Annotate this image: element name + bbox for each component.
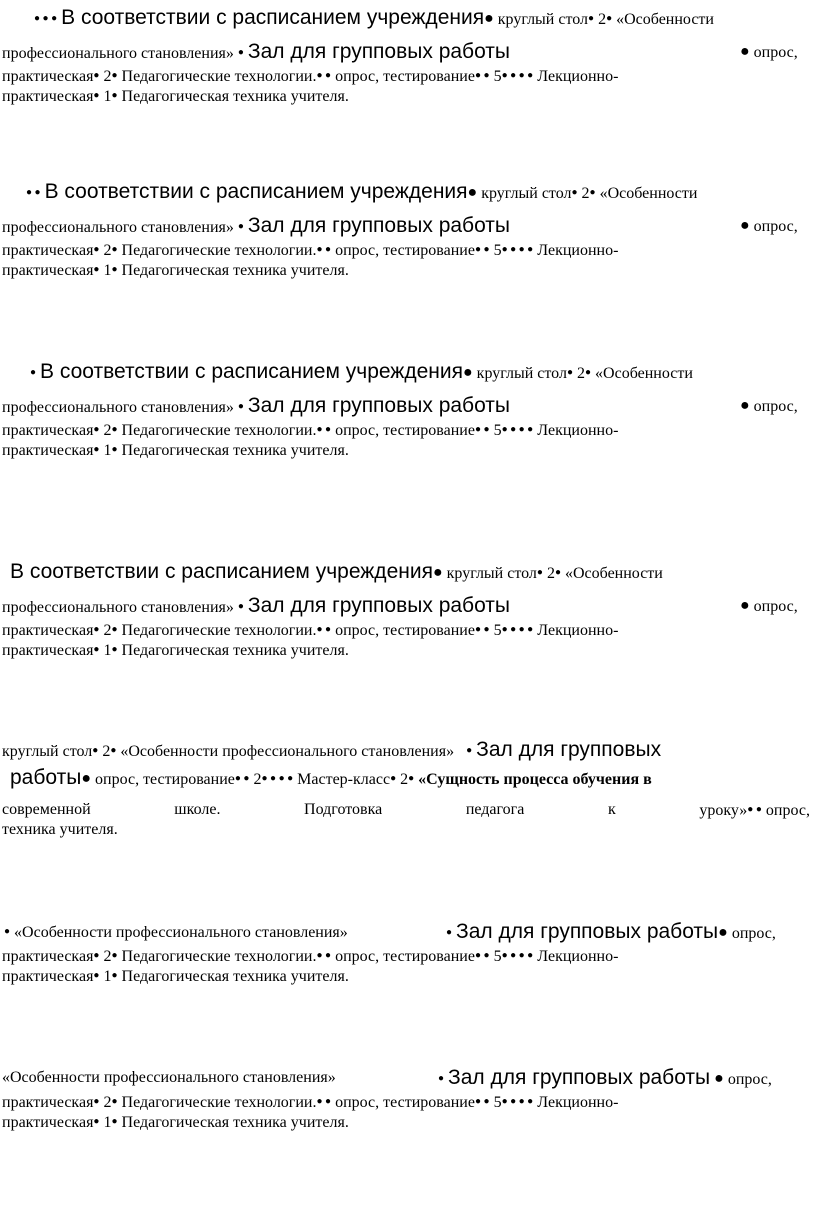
- topic-word: к: [607, 801, 616, 818]
- bullets: ● ●: [26, 187, 41, 198]
- control-text: опрос, тестирование: [335, 242, 475, 259]
- hours-text: 5: [493, 948, 502, 965]
- hours-text: 2: [253, 771, 262, 788]
- bullet: ●: [740, 217, 750, 234]
- section-2-line-3: [2, 240, 618, 261]
- section-2-line-2: [2, 216, 814, 238]
- bullets: ● ● ● ●: [501, 624, 534, 635]
- section-3-line-4: [2, 440, 349, 461]
- room-text: Зал для групповых: [476, 738, 662, 761]
- section-2-line-1: [26, 182, 697, 204]
- bullet: ●: [589, 187, 596, 198]
- type-text: практическая: [2, 422, 94, 439]
- type-text: практическая: [2, 442, 94, 459]
- section-5-line-2: [10, 768, 652, 790]
- hours-text: 1: [103, 968, 112, 985]
- section-3-line-2: [2, 396, 814, 418]
- bullet: ●: [584, 367, 592, 378]
- section-7-line-1: [2, 1068, 814, 1088]
- type-text: Лекционно-: [537, 1094, 619, 1111]
- bullets: ● ●: [316, 624, 332, 635]
- control-text: опрос, тестирование: [335, 622, 475, 639]
- bullets: ● ●: [474, 424, 490, 435]
- heading-text: В соответствии с расписанием учреждения: [61, 6, 485, 29]
- bullet: ●: [93, 1096, 100, 1107]
- section-7-line-3: [2, 1112, 349, 1133]
- bullet: ●: [111, 950, 118, 961]
- section-3-line-1: [30, 362, 693, 384]
- bullets: ● ●: [316, 70, 332, 81]
- hours-text: 1: [103, 642, 112, 659]
- bullets: ● ● ● ●: [501, 70, 534, 81]
- hours-text: 5: [493, 68, 502, 85]
- type-text: практическая: [2, 948, 94, 965]
- bullet: ●: [111, 970, 118, 981]
- room-text: Зал для групповых работы: [247, 214, 511, 237]
- topic-text: «Особенности профессионального становления»: [14, 924, 348, 941]
- topic-text: техника учителя.: [2, 821, 118, 838]
- bullets: ● ●: [474, 950, 490, 961]
- topic-text: Педагогическая техника учителя.: [121, 442, 349, 459]
- topic-text: «Особенности: [616, 11, 714, 28]
- control-text: опрос,: [765, 802, 810, 819]
- control-text: опрос, тестирование: [335, 948, 475, 965]
- section-1-line-3: [2, 66, 618, 87]
- bullets: ● ●: [316, 950, 332, 961]
- section-5-line-4: [2, 820, 118, 840]
- format-text: круглый стол: [446, 565, 537, 582]
- bullet: ●: [740, 397, 750, 414]
- heading-text: В соответствии с расписанием учреждения: [44, 180, 468, 203]
- bullet: ●: [93, 644, 100, 655]
- bullet: ●: [484, 10, 494, 27]
- topic-text: «Особенности профессионального становления»: [120, 743, 455, 760]
- topic-text: Педагогическая техника учителя.: [121, 968, 349, 985]
- bullet: ●: [93, 444, 100, 455]
- topic-word-group: [699, 800, 810, 821]
- hours-text: 2: [400, 771, 409, 788]
- topic-text: профессионального становления»: [2, 399, 234, 416]
- bullet: ●: [438, 1073, 445, 1084]
- bullets: ● ● ● ●: [501, 1096, 534, 1107]
- topic-text: Педагогические технологии.: [121, 1094, 317, 1111]
- bullet: ●: [111, 70, 118, 81]
- topic-text: Педагогические технологии.: [121, 242, 317, 259]
- control-text: опрос,: [753, 44, 798, 61]
- section-1-line-4: [2, 86, 349, 107]
- control-text: опрос,: [731, 925, 776, 942]
- section-3-line-3: [2, 420, 618, 441]
- topic-text: профессионального становления»: [2, 45, 234, 62]
- control-text: опрос, тестирование: [335, 1094, 475, 1111]
- bullet: ●: [740, 597, 750, 614]
- bullets: ● ●: [316, 1096, 332, 1107]
- format-text: круглый стол: [476, 365, 567, 382]
- topic-text: Педагогическая техника учителя.: [121, 642, 349, 659]
- hours-text: 2: [102, 743, 111, 760]
- control-group: [740, 396, 798, 417]
- hours-text: 5: [493, 1094, 502, 1111]
- topic-word: педагога: [465, 801, 525, 818]
- topic-text: Педагогическая техника учителя.: [121, 262, 349, 279]
- bullets: ● ●: [316, 424, 332, 435]
- bullet: ●: [408, 773, 415, 784]
- bullet: ●: [110, 745, 117, 756]
- type-text: Лекционно-: [537, 242, 619, 259]
- type-text: Лекционно-: [537, 68, 619, 85]
- bullet: ●: [81, 770, 91, 787]
- bullet: ●: [390, 773, 397, 784]
- bullet: ●: [92, 745, 99, 756]
- control-group: [740, 216, 798, 237]
- topic-word: Подготовка: [304, 801, 383, 818]
- topic-text: «Особенности профессионального становления»: [2, 1069, 336, 1086]
- section-4-line-2: [2, 596, 814, 618]
- topic-text: «Сущность процесса обучения в: [418, 771, 652, 788]
- bullet: ●: [237, 601, 244, 612]
- topic-text: Педагогическая техника учителя.: [121, 1114, 349, 1131]
- bullet: ●: [111, 644, 118, 655]
- bullet: ●: [93, 424, 100, 435]
- room-text: работы: [10, 766, 82, 789]
- bullet: ●: [571, 187, 578, 198]
- type-text: практическая: [2, 1114, 94, 1131]
- bullet: ●: [536, 567, 543, 578]
- hours-text: 5: [493, 422, 502, 439]
- bullet: ●: [566, 367, 573, 378]
- bullet: ●: [237, 47, 244, 58]
- bullet: ●: [446, 927, 453, 938]
- hours-text: 5: [493, 242, 502, 259]
- hours-text: 2: [581, 185, 590, 202]
- room-text: Зал для групповых работы: [456, 920, 719, 943]
- bullets: ● ● ● ●: [501, 424, 534, 435]
- hours-text: 2: [103, 242, 112, 259]
- bullets: ● ●: [234, 773, 250, 784]
- section-1-line-1: [34, 8, 714, 30]
- bullet: ●: [111, 1096, 118, 1107]
- control-text: опрос,: [753, 598, 798, 615]
- type-text: Лекционно-: [537, 948, 619, 965]
- bullet: ●: [93, 264, 100, 275]
- type-text: практическая: [2, 642, 94, 659]
- control-text: опрос,: [753, 218, 798, 235]
- type-text: Лекционно-: [537, 622, 619, 639]
- bullet: ●: [111, 244, 118, 255]
- bullet: ●: [606, 13, 613, 24]
- type-text: практическая: [2, 262, 94, 279]
- bullets: ● ● ●: [34, 13, 58, 24]
- hours-text: 1: [103, 1114, 112, 1131]
- bullet: ●: [111, 424, 118, 435]
- hours-text: 1: [103, 262, 112, 279]
- bullet: ●: [111, 264, 118, 275]
- topic-word: школе.: [174, 801, 221, 818]
- control-text: опрос,: [753, 398, 798, 415]
- bullet: ●: [237, 221, 244, 232]
- bullet: ●: [467, 184, 478, 201]
- topic-text: профессионального становления»: [2, 599, 234, 616]
- bullets: ● ● ● ●: [501, 244, 534, 255]
- room-group: [446, 922, 776, 944]
- bullet: ●: [718, 924, 728, 941]
- bullet: ●: [111, 90, 118, 101]
- section-6-line-3: [2, 966, 349, 987]
- hours-text: 2: [546, 565, 555, 582]
- bullet: ●: [463, 364, 473, 381]
- topic-text: «Особенности: [595, 365, 693, 382]
- bullets: ● ●: [474, 624, 490, 635]
- bullet: ●: [93, 244, 100, 255]
- topic-text: «Особенности: [564, 565, 663, 582]
- room-text: Зал для групповых работы: [247, 594, 511, 617]
- bullets: ● ● ● ●: [261, 773, 294, 784]
- section-4-line-3: [2, 620, 618, 641]
- bullet: ●: [93, 70, 100, 81]
- type-text: практическая: [2, 68, 94, 85]
- bullets: ● ●: [474, 244, 490, 255]
- bullet: ●: [432, 564, 443, 581]
- section-6-line-2: [2, 946, 618, 967]
- topic-text: «Особенности: [599, 185, 698, 202]
- format-text: круглый стол: [481, 185, 572, 202]
- hours-text: 2: [103, 68, 112, 85]
- type-text: практическая: [2, 622, 94, 639]
- bullets: ● ●: [474, 1096, 490, 1107]
- section-5-line-1: [2, 740, 661, 762]
- section-2-line-4: [2, 260, 349, 281]
- topic-text: Педагогическая техника учителя.: [121, 88, 349, 105]
- topic-text: Педагогические технологии.: [121, 948, 317, 965]
- section-7-line-2: [2, 1092, 618, 1113]
- bullet: ●: [714, 1070, 724, 1087]
- bullet: ●: [111, 444, 118, 455]
- room-text: Зал для групповых работы: [247, 394, 511, 417]
- type-text: Лекционно-: [537, 422, 619, 439]
- heading-text: В соответствии с расписанием учреждения: [10, 560, 433, 583]
- bullet: ●: [93, 1116, 100, 1127]
- type-text: практическая: [2, 968, 94, 985]
- bullet: ●: [93, 970, 100, 981]
- section-4-line-4: [2, 640, 349, 661]
- hours-text: 5: [493, 622, 502, 639]
- bullet: ●: [93, 90, 100, 101]
- bullet: ●: [466, 745, 473, 756]
- room-text: Зал для групповых работы: [448, 1066, 711, 1089]
- hours-text: 2: [103, 622, 112, 639]
- type-text: практическая: [2, 88, 94, 105]
- bullet: ●: [740, 43, 750, 60]
- topic-word: уроку»: [699, 802, 748, 819]
- hours-text: 2: [598, 11, 607, 28]
- hours-text: 1: [103, 88, 112, 105]
- format-text: круглый стол: [2, 743, 93, 760]
- bullet: ●: [4, 926, 11, 937]
- bullet: ●: [554, 567, 561, 578]
- type-text: практическая: [2, 1094, 94, 1111]
- bullet: ●: [30, 367, 37, 378]
- control-text: опрос,: [727, 1071, 772, 1088]
- bullet: ●: [588, 13, 595, 24]
- format-text: Мастер-класс: [297, 771, 391, 788]
- room-group: [438, 1068, 772, 1090]
- hours-text: 1: [103, 442, 112, 459]
- control-text: опрос, тестирование: [335, 68, 475, 85]
- control-group: [740, 596, 798, 617]
- hours-text: 2: [576, 365, 585, 382]
- hours-text: 2: [103, 422, 112, 439]
- format-text: круглый стол: [497, 11, 589, 28]
- hours-text: 2: [103, 1094, 112, 1111]
- type-text: практическая: [2, 242, 94, 259]
- section-4-line-1: [10, 562, 663, 584]
- bullets: ● ● ● ●: [501, 950, 534, 961]
- bullet: ●: [93, 624, 100, 635]
- topic-text: Педагогические технологии.: [121, 68, 317, 85]
- hours-text: 2: [103, 948, 112, 965]
- bullet: ●: [93, 950, 100, 961]
- topic-text: Педагогические технологии.: [121, 422, 317, 439]
- room-text: Зал для групповых работы: [247, 40, 511, 63]
- heading-text: В соответствии с расписанием учреждения: [40, 360, 463, 383]
- section-6-line-1: [4, 922, 816, 943]
- bullets: ● ●: [474, 70, 490, 81]
- bullets: ● ●: [747, 804, 762, 815]
- bullet: ●: [111, 1116, 118, 1127]
- bullet: ●: [111, 624, 118, 635]
- control-group: [740, 42, 798, 63]
- control-text: опрос, тестирование: [335, 422, 475, 439]
- topic-word: современной: [2, 801, 91, 818]
- topic-text: Педагогические технологии.: [121, 622, 317, 639]
- bullets: ● ●: [316, 244, 332, 255]
- section-1-line-2: [2, 42, 814, 64]
- bullet: ●: [237, 401, 244, 412]
- section-5-line-3: [2, 800, 810, 821]
- control-text: опрос, тестирование: [95, 771, 235, 788]
- topic-text: профессионального становления»: [2, 219, 234, 236]
